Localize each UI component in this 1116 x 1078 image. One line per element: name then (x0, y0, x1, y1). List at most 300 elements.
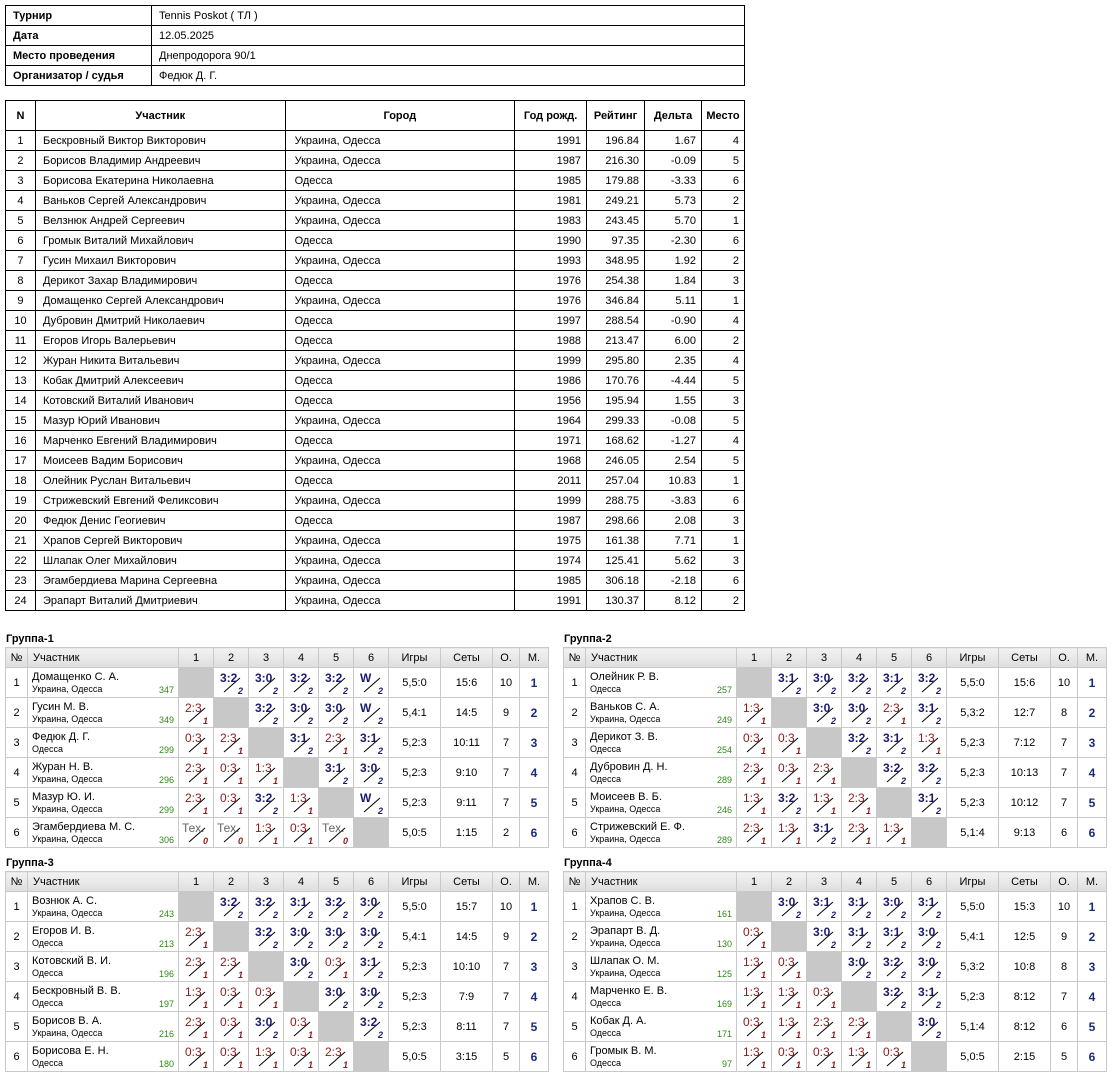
match-result-cell (877, 698, 912, 728)
group-place: 6 (520, 1042, 549, 1072)
participant-row (6, 591, 745, 611)
match-result-cell (179, 952, 214, 982)
group-header: 3 (807, 648, 842, 668)
match-result-cell (319, 698, 354, 728)
match-score: 3:0 (325, 925, 343, 939)
match-points: 1 (865, 806, 871, 816)
group-header: 4 (284, 648, 319, 668)
match-score: 3:2 (255, 925, 273, 939)
points-total: 2 (493, 818, 520, 848)
match-result-cell (354, 668, 389, 698)
match-points: 1 (830, 1060, 836, 1070)
participant-row (6, 271, 745, 291)
match-result-cell (912, 758, 947, 788)
match-result-cell (737, 698, 772, 728)
match-score: 0:3 (813, 1045, 830, 1059)
player-name: Борисова Е. Н. (32, 1045, 109, 1057)
games-result: 5,2:3 (389, 758, 441, 788)
match-points: 2 (377, 970, 383, 980)
match-points: 1 (865, 1060, 871, 1070)
diagonal-cell (772, 922, 807, 952)
participant-city: Украина, Одесса (285, 211, 515, 231)
place: 2 (701, 251, 744, 271)
match-result-cell (214, 1042, 249, 1072)
match-points: 0 (237, 836, 243, 846)
group-place: 2 (520, 922, 549, 952)
match-points: 1 (307, 836, 313, 846)
player-city: Украина, Одесса (32, 714, 103, 724)
player-city: Украина, Одесса (590, 714, 661, 724)
match-score: 2:3 (220, 731, 237, 745)
group-header: 3 (807, 872, 842, 892)
match-result-cell (214, 892, 249, 922)
match-score: 3:0 (325, 701, 343, 715)
match-points: 1 (237, 1030, 243, 1040)
games-result: 5,2:3 (389, 982, 441, 1012)
rating: 348.95 (587, 251, 645, 271)
match-points: 1 (342, 1060, 348, 1070)
participant-name: Федюк Денис Геогиевич (35, 511, 285, 531)
diagonal-cell (877, 1012, 912, 1042)
match-points: 1 (760, 1060, 766, 1070)
birth-year: 1999 (515, 491, 587, 511)
match-score: 3:2 (290, 671, 308, 685)
match-score: 2:3 (185, 701, 202, 715)
diagonal-cell (912, 818, 947, 848)
match-score: 3:2 (778, 791, 796, 805)
player-city: Одесса (590, 998, 622, 1008)
match-score: 2:3 (848, 791, 865, 805)
match-points: 2 (795, 686, 801, 696)
diagonal-cell (842, 982, 877, 1012)
participant-name: Громык Виталий Михайлович (35, 231, 285, 251)
games-result: 5,5:0 (947, 668, 999, 698)
match-points: 2 (935, 716, 941, 726)
match-points: 2 (830, 836, 836, 846)
delta: -3.33 (645, 171, 702, 191)
player-number: 2 (6, 698, 28, 728)
place: 3 (701, 271, 744, 291)
delta: 1.55 (645, 391, 702, 411)
match-points: 2 (342, 776, 348, 786)
match-points: 2 (935, 910, 941, 920)
match-score: 3:0 (883, 895, 901, 909)
place: 3 (701, 511, 744, 531)
delta: 10.83 (645, 471, 702, 491)
games-result: 5,0:5 (389, 818, 441, 848)
match-score: 0:3 (813, 985, 830, 999)
match-result-cell (772, 758, 807, 788)
group-player-row (6, 788, 549, 818)
group-player-row (564, 1042, 1107, 1072)
group-place: 1 (520, 892, 549, 922)
group-header: Участник (28, 648, 179, 668)
match-points: 1 (760, 776, 766, 786)
group-header: Участник (586, 872, 737, 892)
match-points: 2 (272, 686, 278, 696)
match-points: 2 (237, 686, 243, 696)
player-name: Федюк Д. Г. (32, 731, 91, 743)
match-points: 2 (830, 940, 836, 950)
match-score: 3:1 (918, 791, 936, 805)
group-header: М. (1078, 872, 1107, 892)
place: 4 (701, 351, 744, 371)
participant-name: Бескровный Виктор Викторович (35, 131, 285, 151)
games-result: 5,4:1 (389, 922, 441, 952)
birth-year: 1985 (515, 171, 587, 191)
group-place: 2 (1078, 922, 1107, 952)
player-cell (586, 728, 737, 758)
player-cell (28, 788, 179, 818)
match-points: 1 (272, 836, 278, 846)
participant-name: Гусин Михаил Викторович (35, 251, 285, 271)
match-score: 3:1 (848, 925, 866, 939)
match-score: 3:0 (360, 895, 378, 909)
match-score: 3:0 (290, 701, 308, 715)
match-result-cell (842, 922, 877, 952)
games-result: 5,0:5 (947, 1042, 999, 1072)
player-rating: 216 (158, 1029, 174, 1039)
match-points: 1 (760, 1000, 766, 1010)
match-score: 3:0 (918, 925, 936, 939)
player-name: Егоров И. В. (32, 925, 95, 937)
birth-year: 1991 (515, 591, 587, 611)
match-points: 2 (865, 716, 871, 726)
player-number: 1 (6, 892, 28, 922)
match-points: 1 (307, 1060, 313, 1070)
match-points: 1 (202, 1060, 208, 1070)
match-points: 1 (760, 940, 766, 950)
participant-row (6, 491, 745, 511)
group-header: О. (1051, 872, 1078, 892)
participant-city: Одесса (285, 391, 515, 411)
match-result-cell (214, 982, 249, 1012)
match-score: 3:1 (883, 731, 901, 745)
participant-name: Егоров Игорь Валерьевич (35, 331, 285, 351)
group-header: Участник (586, 648, 737, 668)
match-result-cell (179, 1012, 214, 1042)
birth-year: 1990 (515, 231, 587, 251)
place: 2 (701, 191, 744, 211)
place: 6 (701, 571, 744, 591)
match-result-cell (284, 1012, 319, 1042)
match-score: 3:2 (848, 671, 866, 685)
match-score: 3:0 (290, 955, 308, 969)
group-header: № (564, 648, 586, 668)
match-score: 3:0 (778, 895, 796, 909)
player-city: Одесса (32, 938, 64, 948)
match-points: 2 (377, 1000, 383, 1010)
place: 5 (701, 371, 744, 391)
participant-name: Храпов Сергей Викторович (35, 531, 285, 551)
match-result-cell (842, 788, 877, 818)
match-result-cell (912, 728, 947, 758)
points-total: 7 (1051, 728, 1078, 758)
player-number: 3 (6, 952, 28, 982)
points-total: 7 (493, 982, 520, 1012)
match-score: 1:3 (848, 1045, 865, 1059)
match-score: 0:3 (185, 1045, 202, 1059)
match-points: 2 (865, 746, 871, 756)
participant-row (6, 171, 745, 191)
match-result-cell (249, 818, 284, 848)
player-name: Стрижевский Е. Ф. (590, 821, 685, 833)
match-points: 1 (830, 1000, 836, 1010)
match-points: 1 (830, 1030, 836, 1040)
match-points: 1 (795, 1000, 801, 1010)
match-score: 1:3 (883, 821, 900, 835)
match-score: 3:2 (883, 761, 901, 775)
delta: -2.18 (645, 571, 702, 591)
delta: 5.73 (645, 191, 702, 211)
match-score: 3:1 (813, 895, 831, 909)
group-place: 5 (520, 1012, 549, 1042)
sets-result: 9:13 (999, 818, 1051, 848)
match-points: 1 (307, 1030, 313, 1040)
participant-row (6, 131, 745, 151)
info-row (6, 6, 745, 26)
match-score: 1:3 (255, 1045, 272, 1059)
sets-result: 7:12 (999, 728, 1051, 758)
group-2-block (563, 631, 1106, 848)
match-result-cell (842, 818, 877, 848)
player-name: Борисов В. А. (32, 1015, 103, 1027)
group-place: 2 (520, 698, 549, 728)
match-score: 3:1 (325, 761, 343, 775)
participant-city: Украина, Одесса (285, 491, 515, 511)
participant-city: Одесса (285, 271, 515, 291)
match-score: 3:2 (918, 671, 936, 685)
sets-result: 9:10 (441, 758, 493, 788)
match-points: 2 (935, 686, 941, 696)
match-score: 0:3 (255, 985, 272, 999)
match-result-cell (354, 952, 389, 982)
match-score: 0:3 (220, 1015, 237, 1029)
match-points: 2 (342, 910, 348, 920)
group-header: 6 (354, 872, 389, 892)
participant-row (6, 411, 745, 431)
match-score: 3:0 (360, 925, 378, 939)
player-name: Моисеев В. Б. (590, 791, 662, 803)
info-label: Место проведения (6, 46, 152, 66)
player-name: Дерикот З. В. (590, 731, 658, 743)
player-city: Одесса (590, 774, 622, 784)
participant-row (6, 391, 745, 411)
participant-city: Одесса (285, 171, 515, 191)
match-result-cell (877, 952, 912, 982)
delta: 2.54 (645, 451, 702, 471)
row-number: 11 (6, 331, 36, 351)
participants-header: N (6, 101, 36, 131)
sets-result: 2:15 (999, 1042, 1051, 1072)
points-total: 10 (1051, 668, 1078, 698)
group-place: 1 (520, 668, 549, 698)
player-name: Шлапак О. М. (590, 955, 660, 967)
match-points: 2 (307, 910, 313, 920)
birth-year: 1987 (515, 511, 587, 531)
place: 1 (701, 211, 744, 231)
player-number: 4 (6, 982, 28, 1012)
match-result-cell (877, 1042, 912, 1072)
birth-year: 2011 (515, 471, 587, 491)
games-result: 5,4:1 (389, 698, 441, 728)
rating: 288.75 (587, 491, 645, 511)
points-total: 7 (1051, 758, 1078, 788)
group-header: О. (493, 648, 520, 668)
match-score: 0:3 (220, 985, 237, 999)
player-city: Одесса (32, 744, 64, 754)
match-score: 0:3 (778, 1045, 795, 1059)
group-header: Игры (947, 872, 999, 892)
row-number: 22 (6, 551, 36, 571)
match-score: 2:3 (813, 1015, 830, 1029)
group-player-row (564, 728, 1107, 758)
match-result-cell (214, 952, 249, 982)
player-city: Одесса (590, 1028, 622, 1038)
match-score: 0:3 (290, 1015, 307, 1029)
match-points: 1 (935, 746, 941, 756)
match-points: 1 (272, 776, 278, 786)
participant-row (6, 511, 745, 531)
group-header: Игры (389, 872, 441, 892)
match-points: 2 (865, 970, 871, 980)
match-score: 2:3 (185, 1015, 202, 1029)
group-header: О. (493, 872, 520, 892)
points-total: 8 (1051, 952, 1078, 982)
info-label: Дата (6, 26, 152, 46)
group-header: Участник (28, 872, 179, 892)
match-result-cell (772, 982, 807, 1012)
match-points: 2 (377, 776, 383, 786)
match-score: 1:3 (255, 761, 272, 775)
group-header: 2 (772, 648, 807, 668)
games-result: 5,5:0 (947, 892, 999, 922)
points-total: 7 (1051, 982, 1078, 1012)
match-result-cell (807, 1042, 842, 1072)
diagonal-cell (319, 1012, 354, 1042)
rating: 306.18 (587, 571, 645, 591)
rating: 196.84 (587, 131, 645, 151)
player-name: Мазур Ю. И. (32, 791, 95, 803)
birth-year: 1964 (515, 411, 587, 431)
match-result-cell (249, 758, 284, 788)
player-number: 1 (564, 668, 586, 698)
row-number: 14 (6, 391, 36, 411)
group-header-row (6, 872, 549, 892)
match-points: 1 (760, 836, 766, 846)
player-name: Бескровный В. В. (32, 985, 121, 997)
group-1-block (5, 631, 548, 848)
participant-row (6, 191, 745, 211)
row-number: 10 (6, 311, 36, 331)
match-score: 3:2 (220, 895, 238, 909)
match-result-cell (179, 1042, 214, 1072)
points-total: 6 (1051, 818, 1078, 848)
match-points: 2 (272, 716, 278, 726)
match-score: 0:3 (325, 955, 342, 969)
player-city: Украина, Одесса (590, 804, 661, 814)
match-result-cell (179, 788, 214, 818)
match-score: 2:3 (220, 955, 237, 969)
group-header: 5 (877, 648, 912, 668)
match-result-cell (179, 758, 214, 788)
row-number: 12 (6, 351, 36, 371)
player-rating: 246 (716, 805, 732, 815)
player-name: Кобак Д. А. (590, 1015, 647, 1027)
match-result-cell (807, 922, 842, 952)
participant-name: Эгамбердиева Марина Сергеевна (35, 571, 285, 591)
participant-city: Украина, Одесса (285, 571, 515, 591)
group-player-row (564, 1012, 1107, 1042)
match-points: 2 (935, 776, 941, 786)
group-header: № (6, 872, 28, 892)
group-player-row (6, 892, 549, 922)
participants-table (5, 100, 745, 611)
birth-year: 1974 (515, 551, 587, 571)
match-score: 2:3 (813, 761, 830, 775)
row-number: 4 (6, 191, 36, 211)
group-header: 1 (179, 648, 214, 668)
birth-year: 1991 (515, 131, 587, 151)
birth-year: 1987 (515, 151, 587, 171)
match-points: 1 (237, 970, 243, 980)
points-total: 10 (493, 668, 520, 698)
row-number: 17 (6, 451, 36, 471)
participant-city: Украина, Одесса (285, 411, 515, 431)
points-total: 7 (493, 1012, 520, 1042)
match-result-cell (772, 668, 807, 698)
match-score: 3:2 (918, 761, 936, 775)
rating: 249.21 (587, 191, 645, 211)
match-points: 2 (900, 970, 906, 980)
match-score: 3:1 (883, 671, 901, 685)
group-header: Сеты (999, 648, 1051, 668)
participants-header: Место (701, 101, 744, 131)
sets-result: 8:12 (999, 982, 1051, 1012)
rating: 243.45 (587, 211, 645, 231)
match-points: 1 (272, 1000, 278, 1010)
participant-row (6, 531, 745, 551)
match-points: 0 (202, 836, 208, 846)
match-score: 3:1 (918, 701, 936, 715)
row-number: 21 (6, 531, 36, 551)
match-score: 1:3 (778, 985, 795, 999)
match-points: 2 (342, 716, 348, 726)
match-result-cell (284, 728, 319, 758)
match-points: 1 (830, 806, 836, 816)
participant-city: Украина, Одесса (285, 551, 515, 571)
player-rating: 161 (716, 909, 732, 919)
match-points: 2 (307, 716, 313, 726)
match-result-cell (807, 698, 842, 728)
player-rating: 299 (158, 805, 174, 815)
player-rating: 243 (158, 909, 174, 919)
info-value: 12.05.2025 (152, 26, 745, 46)
group-player-row (6, 728, 549, 758)
tournament-info-table (5, 5, 745, 86)
participant-row (6, 431, 745, 451)
rating: 130.37 (587, 591, 645, 611)
delta: -3.83 (645, 491, 702, 511)
match-points: 2 (935, 1000, 941, 1010)
match-points: 2 (377, 910, 383, 920)
player-name: Дубровин Д. Н. (590, 761, 668, 773)
group-player-row (564, 952, 1107, 982)
group-place: 4 (1078, 758, 1107, 788)
player-cell (586, 922, 737, 952)
rating: 216.30 (587, 151, 645, 171)
match-score: 3:1 (778, 671, 796, 685)
